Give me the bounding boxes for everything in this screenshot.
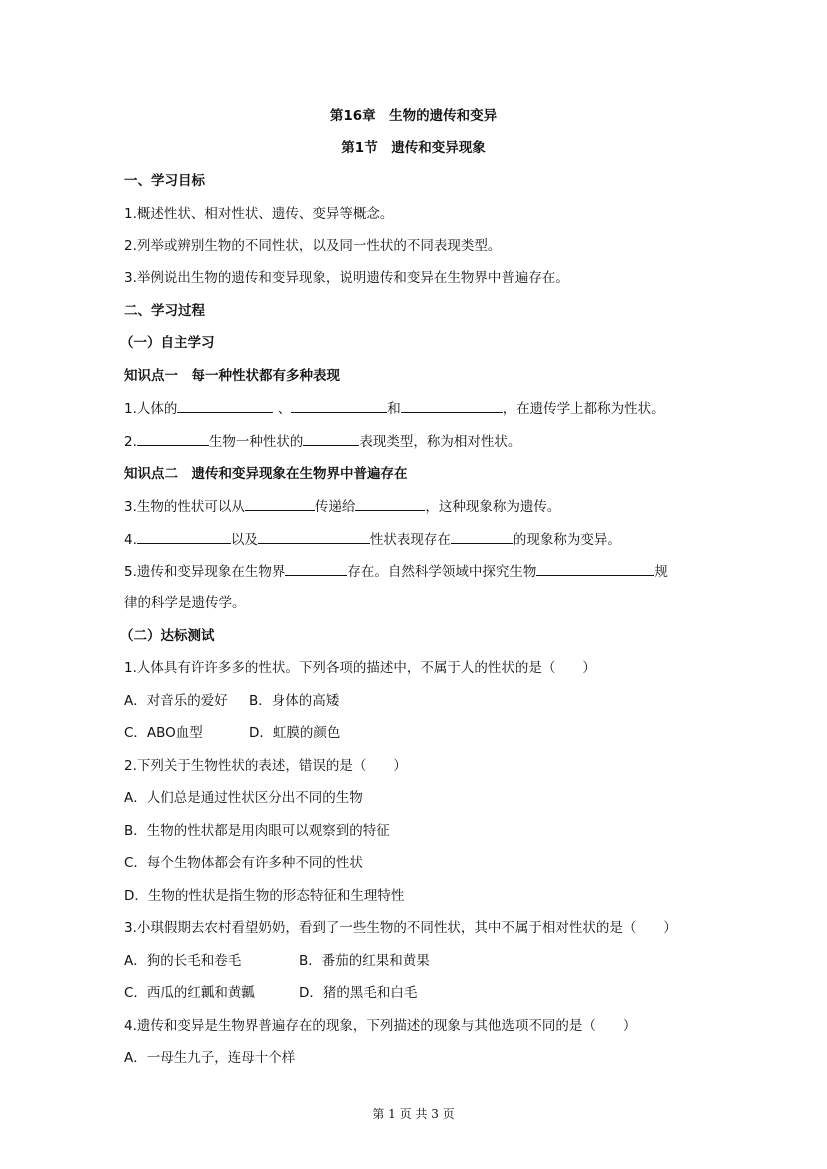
option-row [124,691,339,711]
option-c[interactable]: C．西瓜的红瓤和黄瓤 [124,985,255,1001]
answer-blank[interactable] [401,398,503,413]
goal-item: 3.举例说出生物的遗传和变异现象，说明遗传和变异在生物界中普遍存在。 [124,270,569,286]
fill-question-2 [124,431,521,452]
question-text: 和 [387,401,401,417]
option-d[interactable]: D．生物的性状是指生物的形态特征和生理特性 [124,888,405,904]
chapter-title: 第16章 生物的遗传和变异 [329,108,498,124]
question-text: 存在。自然科学领域中探究生物 [347,564,537,580]
self-study-heading: （一）自主学习 [120,335,215,351]
question-text: 的现象称为变异。 [512,532,621,548]
option-row [124,951,430,971]
question-text: 4. [124,532,137,548]
fill-question-3 [124,496,560,517]
option-b[interactable]: B．番茄的红果和黄果 [299,953,430,969]
answer-blank[interactable] [303,431,359,446]
option-c[interactable]: C．ABO血型 [124,725,203,741]
fill-question-4 [124,529,621,550]
option-row [124,723,340,743]
answer-blank[interactable] [451,529,513,544]
question-text: 2. [124,434,137,450]
answer-blank[interactable] [536,561,654,576]
answer-blank[interactable] [258,529,370,544]
option-b[interactable]: B．身体的高矮 [249,693,340,709]
question-text: 性状表现存在 [369,532,451,548]
option-a[interactable]: A．一母生九子，连母十个样 [124,1050,296,1066]
question-text: 1.人体的 [124,401,178,417]
question-text: 生物一种性状的 [208,434,304,450]
fill-question-5-continued: 律的科学是遗传学。 [124,595,246,611]
test-question-3: 3.小琪假期去农村看望奶奶，看到了一些生物的不同性状，其中不属于相对性状的是（ ） [124,920,677,936]
answer-blank[interactable] [137,431,209,446]
question-text: 5.遗传和变异现象在生物界 [124,564,286,580]
option-c[interactable]: C．每个生物体都会有许多种不同的性状 [124,855,363,871]
answer-blank[interactable] [137,529,231,544]
test-question-1: 1.人体具有许许多多的性状。下列各项的描述中，不属于人的性状的是（ ） [124,660,596,676]
option-d[interactable]: D．猪的黑毛和白毛 [299,985,418,1001]
section-title: 第1节 遗传和变异现象 [341,140,486,156]
question-text: 表现类型，称为相对性状。 [359,434,522,450]
test-question-2: 2.下列关于生物性状的表述，错误的是（ ） [124,758,407,774]
question-text: ，在遗传学上都称为性状。 [502,401,665,417]
question-text: ，这种现象称为遗传。 [425,499,561,515]
question-text: 传递给 [314,499,356,515]
fill-question-5 [124,561,668,582]
answer-blank[interactable] [285,561,347,576]
question-text: 规 [654,564,668,580]
knowledge-point-2-heading: 知识点二 遗传和变异现象在生物界中普遍存在 [124,466,408,482]
question-text: 、 [277,401,292,417]
option-a[interactable]: A．对音乐的爱好 [124,693,228,709]
question-text: 3.生物的性状可以从 [124,499,245,515]
test-question-4: 4.遗传和变异是生物界普遍存在的现象，下列描述的现象与其他选项不同的是（ ） [124,1018,637,1034]
test-heading: （二）达标测试 [120,628,215,644]
goal-item: 1.概述性状、相对性状、遗传、变异等概念。 [124,206,394,222]
option-row [124,983,417,1003]
answer-blank[interactable] [291,398,387,413]
fill-question-1 [124,398,665,419]
answer-blank[interactable] [177,398,273,413]
question-text: 以及 [230,532,258,548]
answer-blank[interactable] [355,496,425,511]
option-d[interactable]: D．虹膜的颜色 [249,725,341,741]
goal-item: 2.列举或辨别生物的不同性状，以及同一性状的不同表现类型。 [124,238,502,254]
learning-process-heading: 二、学习过程 [124,303,205,319]
learning-goals-heading: 一、学习目标 [124,173,205,189]
knowledge-point-1-heading: 知识点一 每一种性状都有多种表现 [124,368,340,384]
answer-blank[interactable] [245,496,315,511]
option-b[interactable]: B．生物的性状都是用肉眼可以观察到的特征 [124,823,390,839]
option-a[interactable]: A．人们总是通过性状区分出不同的生物 [124,790,363,806]
page-footer: 第 1 页 共 3 页 [372,1107,455,1121]
option-a[interactable]: A．狗的长毛和卷毛 [124,953,242,969]
